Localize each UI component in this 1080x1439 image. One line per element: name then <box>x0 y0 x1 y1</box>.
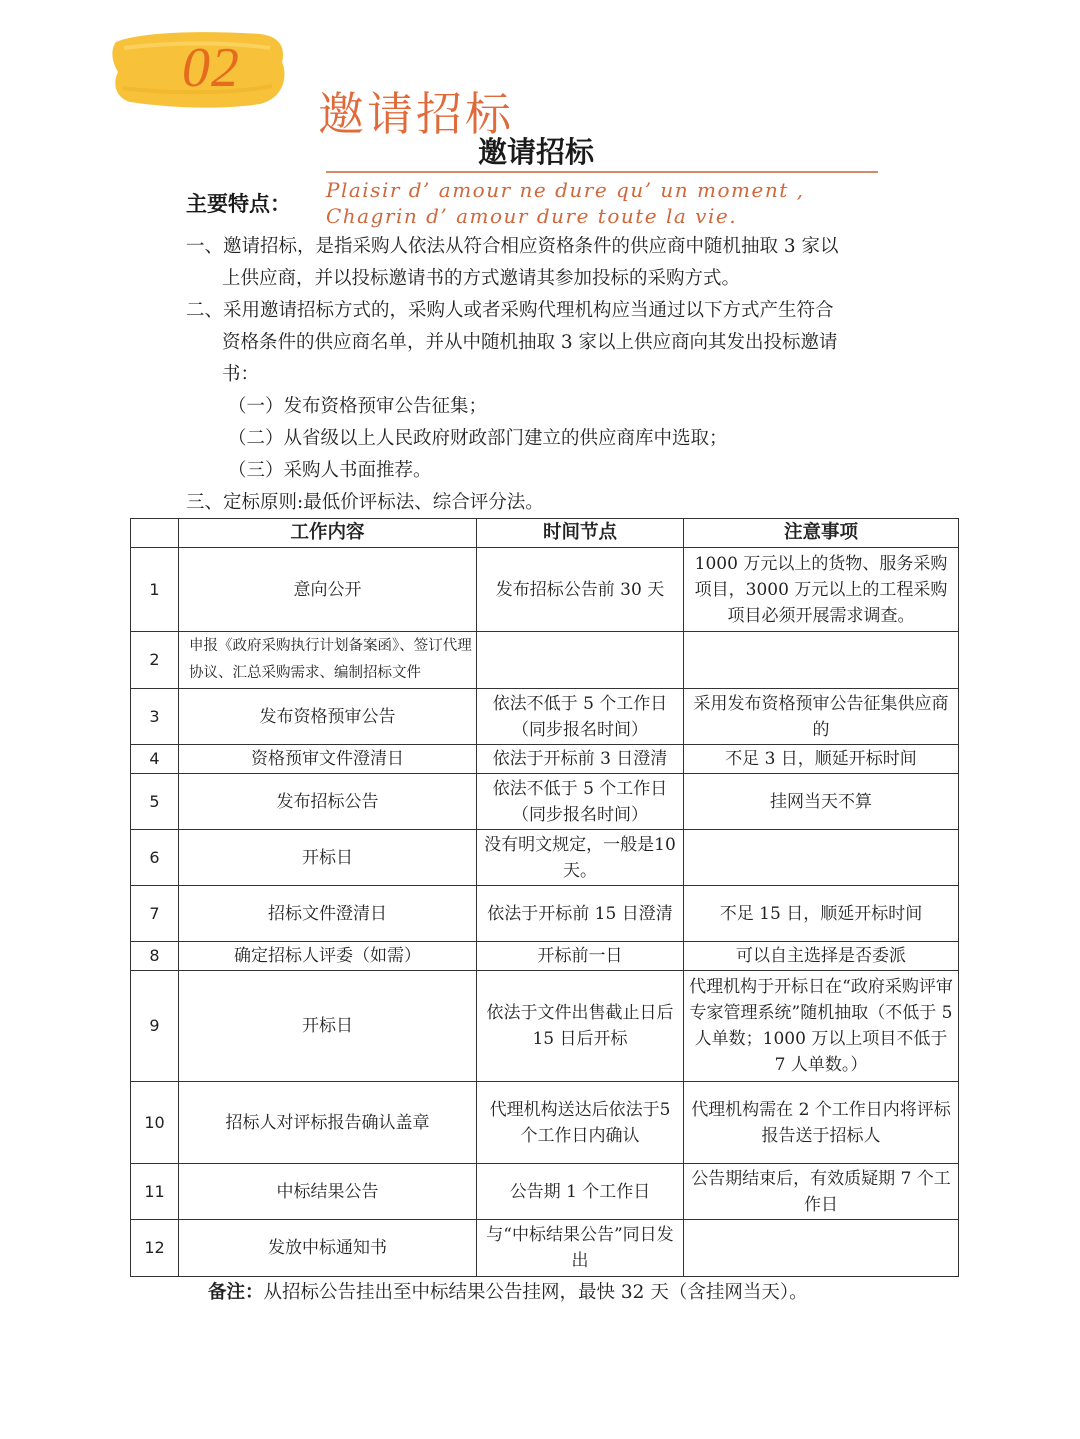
row-index: 4 <box>131 745 179 774</box>
paragraph-2-line-1: 二、采用邀请招标方式的，采购人或者采购代理机构应当通过以下方式产生符合 <box>186 300 834 321</box>
row-time: 依法于开标前 3 日澄清 <box>477 745 684 774</box>
decorative-section-title: 邀请招标 <box>318 87 514 141</box>
row-content: 开标日 <box>179 971 477 1082</box>
row-time: 依法于开标前 15 日澄清 <box>477 886 684 942</box>
table-row <box>131 1164 959 1220</box>
row-index: 11 <box>131 1164 179 1220</box>
row-note: 公告期结束后，有效质疑期 7 个工作日 <box>684 1164 959 1220</box>
row-index: 5 <box>131 774 179 830</box>
row-content: 资格预审文件澄清日 <box>179 745 477 774</box>
sub-item-1: （一）发布资格预审公告征集； <box>228 396 488 417</box>
header-work-content: 工作内容 <box>179 519 477 548</box>
row-index: 9 <box>131 971 179 1082</box>
row-content: 申报《政府采购执行计划备案函》、签订代理协议、汇总采购需求、编制招标文件 <box>179 632 477 689</box>
table-row <box>131 971 959 1082</box>
table-row <box>131 689 959 745</box>
row-index: 2 <box>131 632 179 689</box>
row-note: 不足 15 日，顺延开标时间 <box>684 886 959 942</box>
table-row <box>131 774 959 830</box>
paragraph-2-line-2: 资格条件的供应商名单，并从中随机抽取 3 家以上供应商向其发出投标邀请 <box>222 332 838 353</box>
table-row <box>131 830 959 886</box>
row-note: 挂网当天不算 <box>684 774 959 830</box>
row-index: 8 <box>131 942 179 971</box>
paragraph-3: 三、定标原则:最低价评标法、综合评分法。 <box>186 492 544 513</box>
row-note <box>684 830 959 886</box>
row-time: 与“中标结果公告”同日发出 <box>477 1220 684 1277</box>
header-notes: 注意事项 <box>684 519 959 548</box>
row-time: 代理机构送达后依法于5 个工作日内确认 <box>477 1082 684 1164</box>
row-note: 代理机构于开标日在“政府采购评审专家管理系统”随机抽取（不低于 5 人单数；1000 万以上项目不低于 7 人单数。） <box>684 971 959 1082</box>
row-time: 依法不低于 5 个工作日（同步报名时间） <box>477 774 684 830</box>
table-row <box>131 1082 959 1164</box>
row-index: 12 <box>131 1220 179 1277</box>
table-header-row <box>131 519 959 548</box>
script-caption-line-2: Chagrin d’ amour dure toute la vie. <box>326 204 738 228</box>
procurement-schedule-table <box>130 518 959 1277</box>
paragraph-1-line-1: 一、邀请招标，是指采购人依法从符合相应资格条件的供应商中随机抽取 3 家以 <box>186 236 839 257</box>
document-title: 邀请招标 <box>478 135 595 169</box>
row-index: 1 <box>131 548 179 632</box>
header-index <box>131 519 179 548</box>
section-number: 02 <box>182 37 240 99</box>
table-row <box>131 745 959 774</box>
row-note <box>684 632 959 689</box>
footnote-label: 备注： <box>208 1282 264 1303</box>
row-index: 10 <box>131 1082 179 1164</box>
table-row <box>131 942 959 971</box>
row-note: 采用发布资格预审公告征集供应商的 <box>684 689 959 745</box>
paragraph-2-line-3: 书： <box>222 364 260 385</box>
row-content: 发放中标通知书 <box>179 1220 477 1277</box>
table-row <box>131 886 959 942</box>
title-underline-divider <box>326 171 878 173</box>
row-time: 发布招标公告前 30 天 <box>477 548 684 632</box>
row-time: 依法于文件出售截止日后 15 日后开标 <box>477 971 684 1082</box>
row-time: 没有明文规定，一般是10 天。 <box>477 830 684 886</box>
row-content: 招标人对评标报告确认盖章 <box>179 1082 477 1164</box>
row-note: 不足 3 日，顺延开标时间 <box>684 745 959 774</box>
row-content: 发布招标公告 <box>179 774 477 830</box>
table-row <box>131 632 959 689</box>
row-note <box>684 1220 959 1277</box>
row-time: 开标前一日 <box>477 942 684 971</box>
script-caption-line-1: Plaisir d’ amour ne dure qu’ un moment , <box>326 178 805 202</box>
row-content: 意向公开 <box>179 548 477 632</box>
row-note: 代理机构需在 2 个工作日内将评标报告送于招标人 <box>684 1082 959 1164</box>
row-note: 可以自主选择是否委派 <box>684 942 959 971</box>
footnote <box>208 1278 808 1304</box>
row-index: 6 <box>131 830 179 886</box>
sub-item-2: （二）从省级以上人民政府财政部门建立的供应商库中选取； <box>228 428 728 449</box>
row-content: 开标日 <box>179 830 477 886</box>
row-content: 中标结果公告 <box>179 1164 477 1220</box>
row-index: 7 <box>131 886 179 942</box>
row-time: 依法不低于 5 个工作日（同步报名时间） <box>477 689 684 745</box>
footnote-text: 从招标公告挂出至中标结果公告挂网，最快 32 天（含挂网当天）。 <box>263 1282 808 1303</box>
row-content: 发布资格预审公告 <box>179 689 477 745</box>
main-features-label: 主要特点： <box>186 192 291 216</box>
row-content: 招标文件澄清日 <box>179 886 477 942</box>
paragraph-1-line-2: 上供应商，并以投标邀请书的方式邀请其参加投标的采购方式。 <box>222 268 741 289</box>
header-time-node: 时间节点 <box>477 519 684 548</box>
row-content: 确定招标人评委（如需） <box>179 942 477 971</box>
table-row <box>131 1220 959 1277</box>
row-index: 3 <box>131 689 179 745</box>
row-time: 公告期 1 个工作日 <box>477 1164 684 1220</box>
sub-item-3: （三）采购人书面推荐。 <box>228 460 432 481</box>
row-time <box>477 632 684 689</box>
row-note: 1000 万元以上的货物、服务采购项目，3000 万元以上的工程采购项目必须开展需求调查。 <box>684 548 959 632</box>
table-row <box>131 548 959 632</box>
